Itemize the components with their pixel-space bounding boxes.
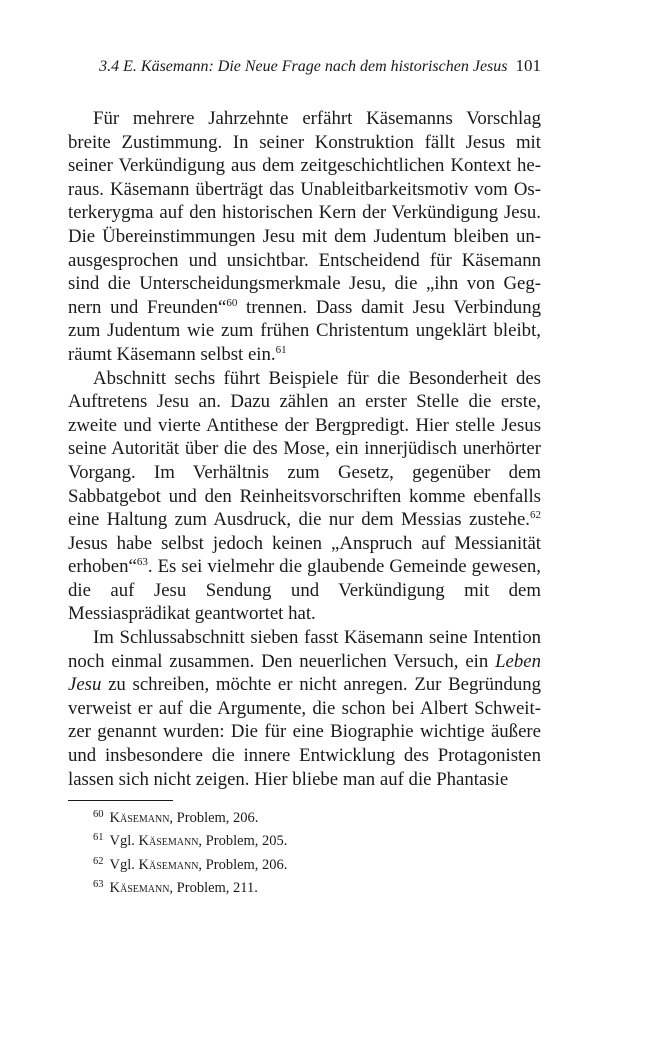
footnote-author: Käsemann <box>138 833 199 850</box>
footnote-60 <box>93 805 533 828</box>
footnote-number: 62 <box>93 855 104 867</box>
footnote-61 <box>93 828 533 851</box>
paragraph-2 <box>68 367 541 627</box>
footnote-text: , Problem, 206. <box>198 856 288 873</box>
footnote-ref-63[interactable]: 63 <box>136 556 148 569</box>
paragraph-1 <box>68 107 541 367</box>
paragraph-text: . Es sei vielmehr die glaubende Gemeinde gewesen, die auf Jesu Sendung und Verkündigung mit dem Messiasprädikat geantwortet hat. <box>68 556 541 625</box>
footnote-author: Käsemann <box>109 880 170 897</box>
footnote-text: , Problem, 205. <box>198 833 288 850</box>
footnote-text: , Problem, 211. <box>169 880 258 897</box>
footnote-number: 61 <box>93 832 104 844</box>
paragraph-text: Im Schlussabschnitt sieben fasst Käsemann seine Intention noch einmal zusammen. Den neuerlichen Versuch, ein <box>68 627 541 672</box>
footnote-text: , Problem, 206. <box>169 810 259 826</box>
running-title: 3.4 E. Käsemann: Die Neue Frage nach dem historischen Jesus <box>99 58 508 75</box>
footnote-ref-60[interactable]: 60 <box>226 296 238 309</box>
footnote-63 <box>93 875 533 898</box>
footnote-number: 63 <box>93 879 104 891</box>
paragraph-3 <box>68 626 541 791</box>
footnote-prefix: Vgl. <box>109 833 139 850</box>
footnote-number: 60 <box>93 809 104 820</box>
footnote-ref-61[interactable]: 61 <box>275 343 287 356</box>
italic-title: Leben Jesu <box>68 650 541 696</box>
paragraph-text: Für mehrere Jahrzehnte erfährt Käsemanns Vorschlag breite Zustimmung. In seiner Konstruktion fällt Jesus mit seiner Verkündigung aus dem zeitgeschichtlichen Kontext heraus. Käsemann überträgt das Unableitbarkeitsmotiv vom Osterkerygma auf den historischen Kern der Verkündigung Jesu. Die Übereinstimmungen Jesu mit dem Judentum bleiben unausgesprochen und unsichtbar. Entscheidend für Käsemann sind die Unterscheidungsmerkmale Jesu, die „ihn von Gegnern und Freunden“ <box>68 108 541 318</box>
paragraph-text: trennen. Dass damit Jesu Verbindung zum Judentum wie zum frühen Christentum ungeklärt bleibt, räumt Käsemann selbst ein. <box>68 296 541 365</box>
body-text <box>68 107 541 791</box>
paragraph-text: Jesus habe selbst jedoch keinen „Anspruch auf Messianität erhoben“ <box>68 532 541 578</box>
paragraph-text: zu schreiben, möchte er nicht anregen. Zur Begründung verweist er auf die Argumente, die schon bei Albert Schweitzer genannt wurden: Die für eine Biographie wichtige äußere und insbesondere die innere Entwicklung des Protagonisten lassen sich nicht zeigen. Hier bliebe man auf die Phantasie <box>68 674 541 790</box>
footnote-author: Käsemann <box>138 856 199 873</box>
page-number: 101 <box>515 56 541 75</box>
footnote-62 <box>93 852 533 875</box>
running-header <box>0 55 541 78</box>
footnote-ref-62[interactable]: 62 <box>530 509 541 522</box>
footnote-prefix: Vgl. <box>109 856 139 873</box>
footnote-separator <box>68 800 173 801</box>
paragraph-text: Abschnitt sechs führt Beispiele für die Besonderheit des Auftretens Jesu an. Dazu zählen an erster Stelle die erste, zweite und vierte Antithese der Bergpredigt. Hier stelle Jesus seine Autorität über die des Mose, ein innerjüdisch unerhörter Vorgang. Im Verhältnis zum Gesetz, gegenüber dem Sabbatgebot und den Reinheitsvorschriften komme ebenfalls eine Haltung zum Ausdruck, die nur dem Messias zustehe. <box>68 367 541 531</box>
footnote-author: Käsemann <box>109 810 170 826</box>
footnotes <box>93 805 533 899</box>
